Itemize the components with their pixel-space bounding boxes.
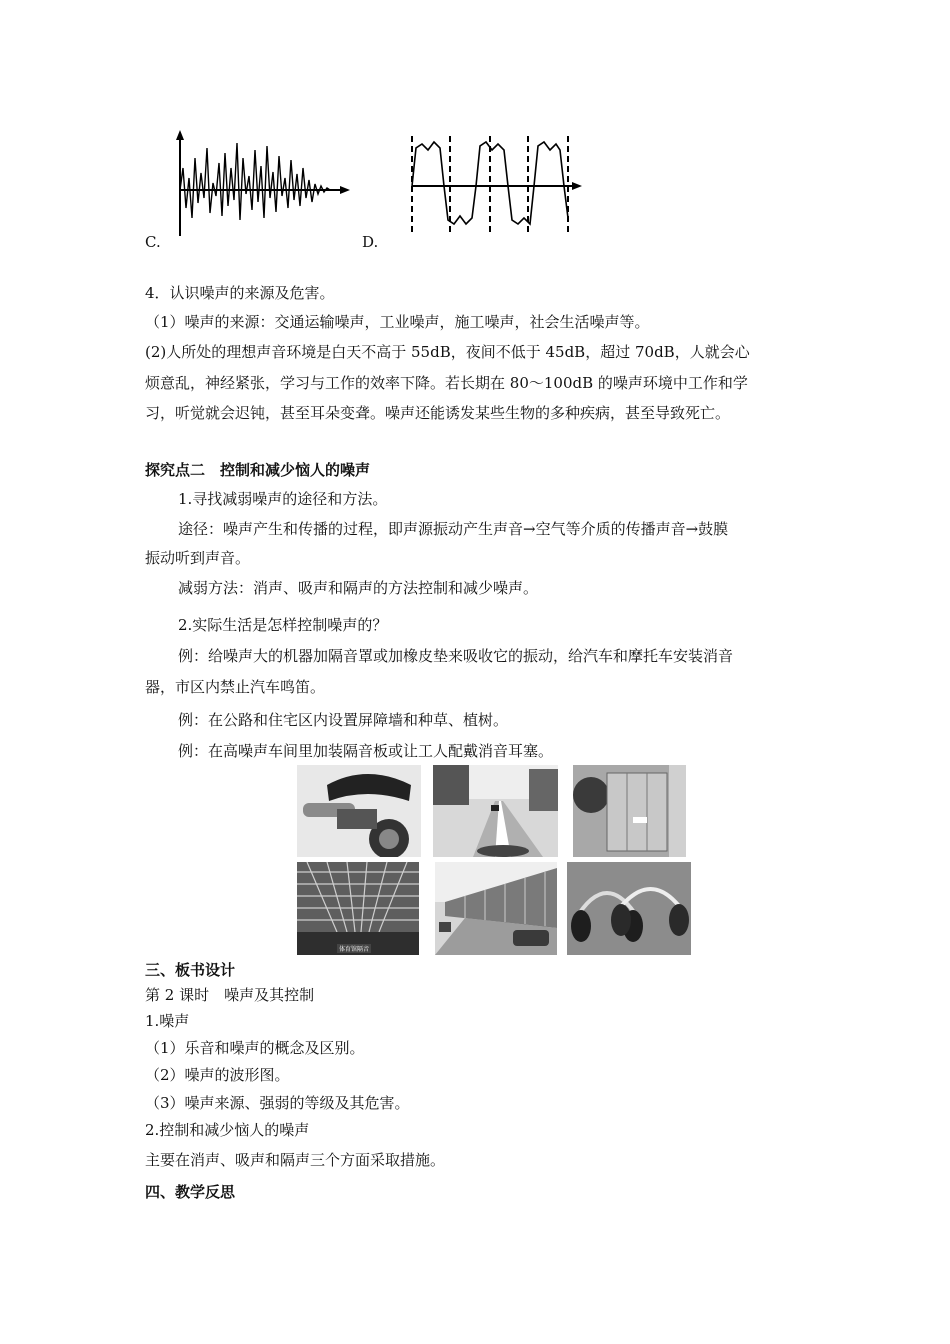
- board-sub-3: （3）噪声来源、强弱的等级及其危害。: [145, 1094, 410, 1112]
- tunnel-insulation-photo: [297, 862, 419, 955]
- example-1-line-2: 器，市区内禁止汽车鸣笛。: [145, 678, 326, 696]
- path-line-1: 途径：噪声产生和传播的过程，即声源振动产生声音→空气等介质的传播声音→鼓膜: [178, 520, 729, 538]
- board-sub-1: （1）乐音和噪声的概念及区别。: [145, 1039, 365, 1057]
- earmuffs-photo: [567, 862, 691, 955]
- board-sub-2: （2）噪声的波形图。: [145, 1066, 290, 1084]
- noise-sources-text: （1）噪声的来源：交通运输噪声，工业噪声，施工噪声，社会生活噪声等。: [145, 313, 650, 331]
- section-4-title: 4．认识噪声的来源及危害。: [145, 284, 335, 302]
- ideal-environment-line-3: 习，听觉就会迟钝，甚至耳朵变聋。噪声还能诱发某些生物的多种疾病，甚至导致死亡。: [145, 404, 731, 422]
- board-item-1: 1.噪声: [145, 1012, 190, 1030]
- lesson-title: 第 2 课时 噪声及其控制: [145, 986, 315, 1004]
- board-design-heading: 三、板书设计: [145, 961, 236, 979]
- roadside-trees-photo: [433, 765, 558, 857]
- figure-d-label: D.: [362, 233, 379, 251]
- explore-2-heading: 探究点二 控制和减少恼人的噪声: [145, 461, 371, 479]
- tunnel-photo-caption: 体育馆隔音: [339, 946, 370, 953]
- reduction-method: 减弱方法：消声、吸声和隔声的方法控制和减少噪声。: [178, 579, 539, 597]
- factory-sound-insulation-photo: [573, 765, 686, 857]
- figure-c-label: C.: [145, 233, 161, 251]
- ideal-environment-line-2: 烦意乱，神经紧张，学习与工作的效率下降。若长期在 80～100dB 的噪声环境中工作和学: [145, 374, 748, 392]
- example-1-line-1: 例：给噪声大的机器加隔音罩或加橡皮垫来吸收它的振动，给汽车和摩托车安装消音: [178, 647, 734, 665]
- path-line-2: 振动听到声音。: [145, 549, 251, 567]
- motorcycle-muffler-photo: [297, 765, 421, 857]
- ideal-environment-line-1: (2)人所处的理想声音环境是白天不高于 55dB，夜间不低于 45dB，超过 70dB，人就会心: [145, 343, 750, 361]
- example-3: 例：在高噪声车间里加装隔音板或让工人配戴消音耳塞。: [178, 742, 554, 760]
- example-2: 例：在公路和住宅区内设置屏障墙和种草、植树。: [178, 711, 509, 729]
- highway-sound-barrier-photo: [435, 862, 557, 955]
- question-2: 2.实际生活是怎样控制噪声的？: [178, 616, 388, 634]
- teaching-reflection-heading: 四、教学反思: [145, 1183, 236, 1201]
- board-item-2: 2.控制和减少恼人的噪声: [145, 1121, 310, 1139]
- noise-waveform-figure-c: [170, 128, 355, 240]
- board-item-2-text: 主要在消声、吸声和隔声三个方面采取措施。: [145, 1151, 446, 1169]
- question-1: 1.寻找减弱噪声的途径和方法。: [178, 490, 388, 508]
- music-waveform-figure-d: [404, 128, 586, 234]
